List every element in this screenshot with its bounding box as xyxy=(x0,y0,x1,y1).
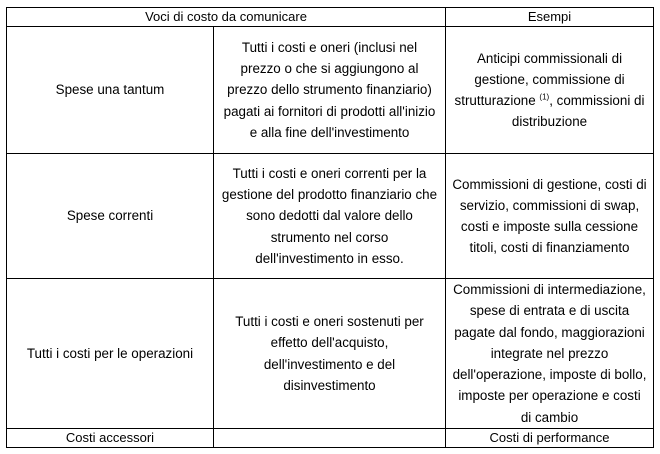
cost-table xyxy=(6,7,654,448)
row-description-transactions: Tutti i costi e oneri sostenuti per effetto dell'acquisto, dell'investimento e del disinvestimento xyxy=(214,279,446,429)
header-examples: Esempi xyxy=(446,8,654,27)
row-category-ongoing: Spese correnti xyxy=(7,154,214,279)
row-category-transactions: Tutti i costi per le operazioni xyxy=(7,279,214,429)
row-examples-transactions: Commissioni di intermediazione, spese di entrata e di uscita pagate dal fondo, maggiorazioni integrate nel prezzo dell'operazione, imposte di bollo, imposte per operazione e costi di cambio xyxy=(446,279,654,429)
row-category-one-off: Spese una tantum xyxy=(7,27,214,154)
row-examples-ongoing: Commissioni di gestione, costi di servizio, commissioni di swap, costi e imposte sulla cessione titoli, costi di finanziamento xyxy=(446,154,654,279)
footer-description-empty xyxy=(214,429,446,448)
footnote-marker: (1) xyxy=(539,92,550,102)
table-header-row xyxy=(7,8,654,27)
header-cost-items: Voci di costo da comunicare xyxy=(7,8,446,27)
table-row xyxy=(7,154,654,279)
examples-text-end: , commissioni di distribuzione xyxy=(511,93,645,130)
examples-text-start: Anticipi commissionali di gestione, commissione di strutturazione xyxy=(454,50,625,108)
table-footer-row xyxy=(7,429,654,448)
footer-examples-performance: Costi di performance xyxy=(446,429,654,448)
row-description-one-off: Tutti i costi e oneri (inclusi nel prezzo o che si aggiungono al prezzo dello strumento finanziario) pagati ai fornitori di prodotti all'inizio e alla fine dell'investimento xyxy=(214,27,446,154)
table-row xyxy=(7,279,654,429)
row-examples-one-off xyxy=(446,27,654,154)
footer-category-ancillary: Costi accessori xyxy=(7,429,214,448)
cost-table-container xyxy=(6,7,653,447)
table-row xyxy=(7,27,654,154)
row-description-ongoing: Tutti i costi e oneri correnti per la gestione del prodotto finanziario che sono dedotti dal valore dello strumento nel corso dell'investimento in esso. xyxy=(214,154,446,279)
